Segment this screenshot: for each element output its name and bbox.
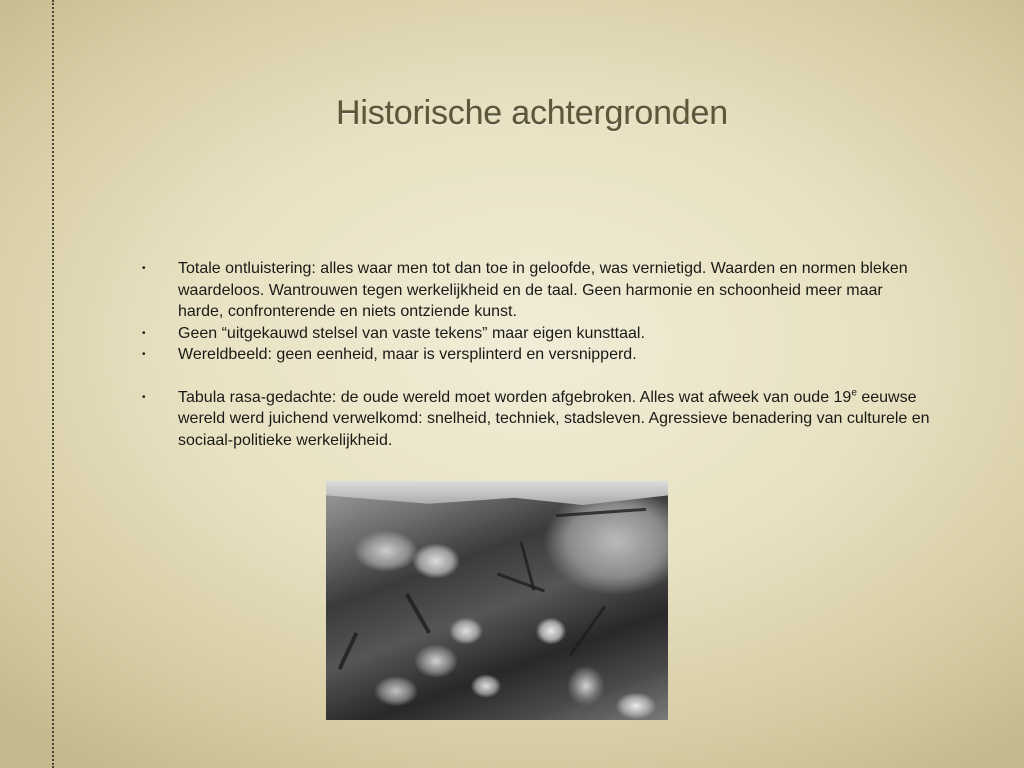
photo-debris [569, 606, 606, 657]
photo-debris [405, 593, 431, 634]
bullet-dot: • [142, 349, 146, 360]
bullet-text [178, 389, 930, 449]
photo-sky [326, 481, 668, 505]
bullet-item [140, 323, 930, 345]
bullet-list [140, 258, 930, 451]
superscript: e [851, 387, 857, 399]
slide-title: Historische achtergronden [336, 94, 728, 132]
bullet-dot: • [142, 391, 146, 403]
bullet-item [140, 387, 930, 452]
bullet-item [140, 344, 930, 366]
trench-photo [326, 481, 668, 720]
bullet-text: Geen “uitgekauwd stelsel van vaste tekens” maar eigen kunsttaal. [178, 324, 645, 342]
bullet-text: Wereldbeeld: geen eenheid, maar is versplinterd en versnipperd. [178, 346, 637, 363]
bullet-text-part: eeuwse wereld werd juichend verwelkomd: snelheid, techniek, stadsleven. Agressieve benadering van culturele en sociaal-politieke werkelijkheid. [178, 388, 930, 449]
photo-debris [338, 632, 359, 670]
bullet-item [140, 258, 930, 323]
bullet-text: Totale ontluistering: alles waar men tot dan toe in geloofde, was vernietigd. Waarden en normen bleken waardeloos. Wantrouwen tegen werkelijkheid en de taal. Geen harmonie en schoonheid meer maar harde, confronterende en niets ontziende kunst. [178, 260, 908, 320]
bullet-dot: • [142, 263, 146, 274]
photo-debris [556, 508, 646, 517]
bullet-dot: • [142, 327, 146, 339]
bullet-text-part: Tabula rasa-gedachte: de oude wereld moet worden afgebroken. Alles wat afweek van oude 19 [178, 388, 852, 406]
photo-debris [497, 573, 545, 593]
